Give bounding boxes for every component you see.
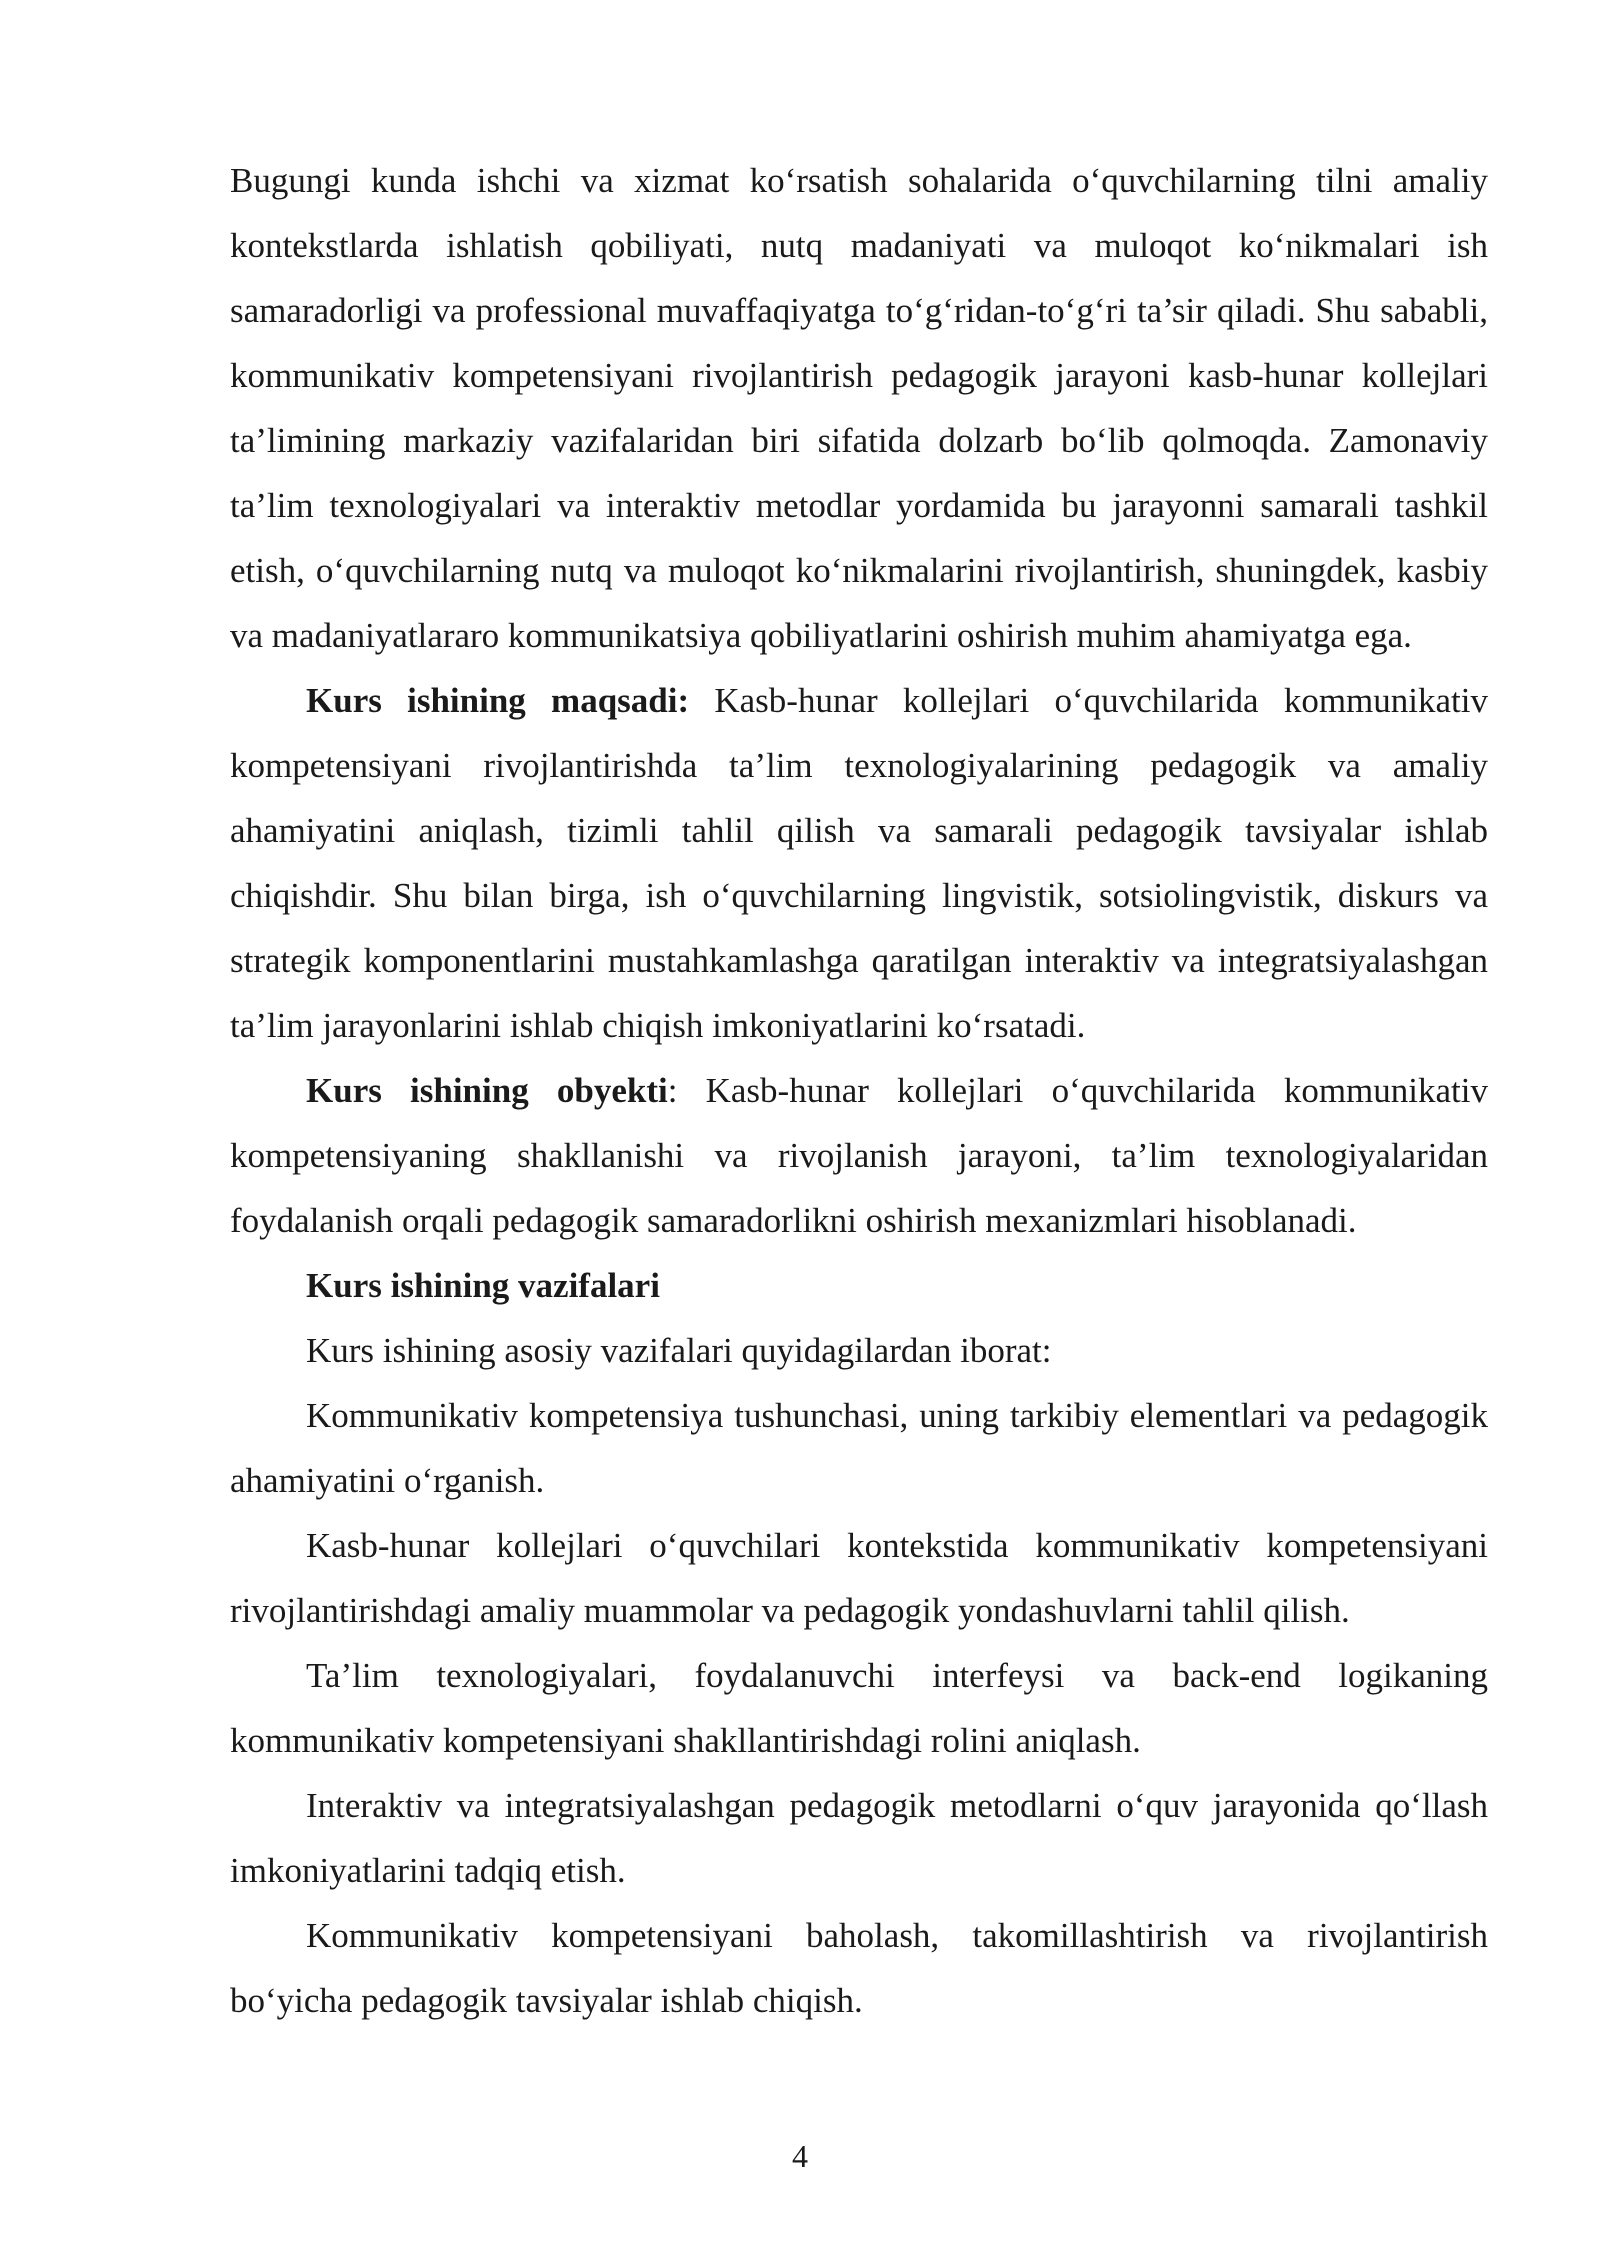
page-number: 4 [792, 2138, 808, 2174]
intro-paragraph: Bugungi kunda ishchi va xizmat ko‘rsatish sohalarida o‘quvchilarning tilni amaliy kontekstlarda ishlatish qobiliyati, nutq madaniyati va muloqot ko‘nikmalari ish samaradorligi va professional muvaffaqiyatga to‘g‘ridan-to‘g‘ri ta’sir qiladi. Shu sababli, kommunikativ kompetensiyani rivojlantirish pedagogik jarayoni kasb-hunar kollejlari ta’limining markaziy vazifalaridan biri sifatida dolzarb bo‘lib qolmoqda. Zamonaviy ta’lim texnologiyalari va interaktiv metodlar yordamida bu jarayonni samarali tashkil etish, o‘quvchilarning nutq va muloqot ko‘nikmalarini rivojlantirish, shuningdek, kasbiy va madaniyatlararo kommunikatsiya qobiliyatlarini oshirish muhim ahamiyatga ega. [230, 161, 1488, 655]
page-body [230, 148, 1488, 2033]
goal-text: Kasb-hunar kollejlari o‘quvchilarida kommunikativ kompetensiyani rivojlantirishda ta’lim texnologiyalarining pedagogik va amaliy ahamiyatini aniqlash, tizimli tahlil qilish va samarali pedagogik tavsiyalar ishlab chiqishdir. Shu bilan birga, ish o‘quvchilarning lingvistik, sotsiolingvistik, diskurs va strategik komponentlarini mustahkamlashga qaratilgan interaktiv va integratsiyalashgan ta’lim jarayonlarini ishlab chiqish imkoniyatlarini ko‘rsatadi. [230, 681, 1488, 1045]
object-label: Kurs ishining obyekti [306, 1071, 668, 1110]
object-paragraph [230, 1058, 1488, 1253]
task-item-5: Kommunikativ kompetensiyani baholash, takomillashtirish va rivojlantirish bo‘yicha pedagogik tavsiyalar ishlab chiqish. [230, 1916, 1488, 2020]
object-text: : Kasb-hunar kollejlari o‘quvchilarida kommunikativ kompetensiyaning shakllanishi va rivojlanish jarayoni, ta’lim texnologiyalaridan foydalanish orqali pedagogik samaradorlikni oshirish mexanizmlari hisoblanadi. [230, 1071, 1488, 1240]
task-item-3: Ta’lim texnologiyalari, foydalanuvchi interfeysi va back-end logikaning kommunikativ kompetensiyani shakllantirishdagi rolini aniqlash. [230, 1656, 1488, 1760]
tasks-heading: Kurs ishining vazifalari [306, 1266, 660, 1305]
goal-paragraph [230, 668, 1488, 1058]
goal-label: Kurs ishining maqsadi: [306, 681, 690, 720]
tasks-intro: Kurs ishining asosiy vazifalari quyidagilardan iborat: [306, 1331, 1052, 1370]
task-item-1: Kommunikativ kompetensiya tushunchasi, uning tarkibiy elementlari va pedagogik ahamiyatini o‘rganish. [230, 1396, 1488, 1500]
task-item-4: Interaktiv va integratsiyalashgan pedagogik metodlarni o‘quv jarayonida qo‘llash imkoniyatlarini tadqiq etish. [230, 1786, 1488, 1890]
task-item-2: Kasb-hunar kollejlari o‘quvchilari kontekstida kommunikativ kompetensiyani rivojlantirishdagi amaliy muammolar va pedagogik yondashuvlarni tahlil qilish. [230, 1526, 1488, 1630]
